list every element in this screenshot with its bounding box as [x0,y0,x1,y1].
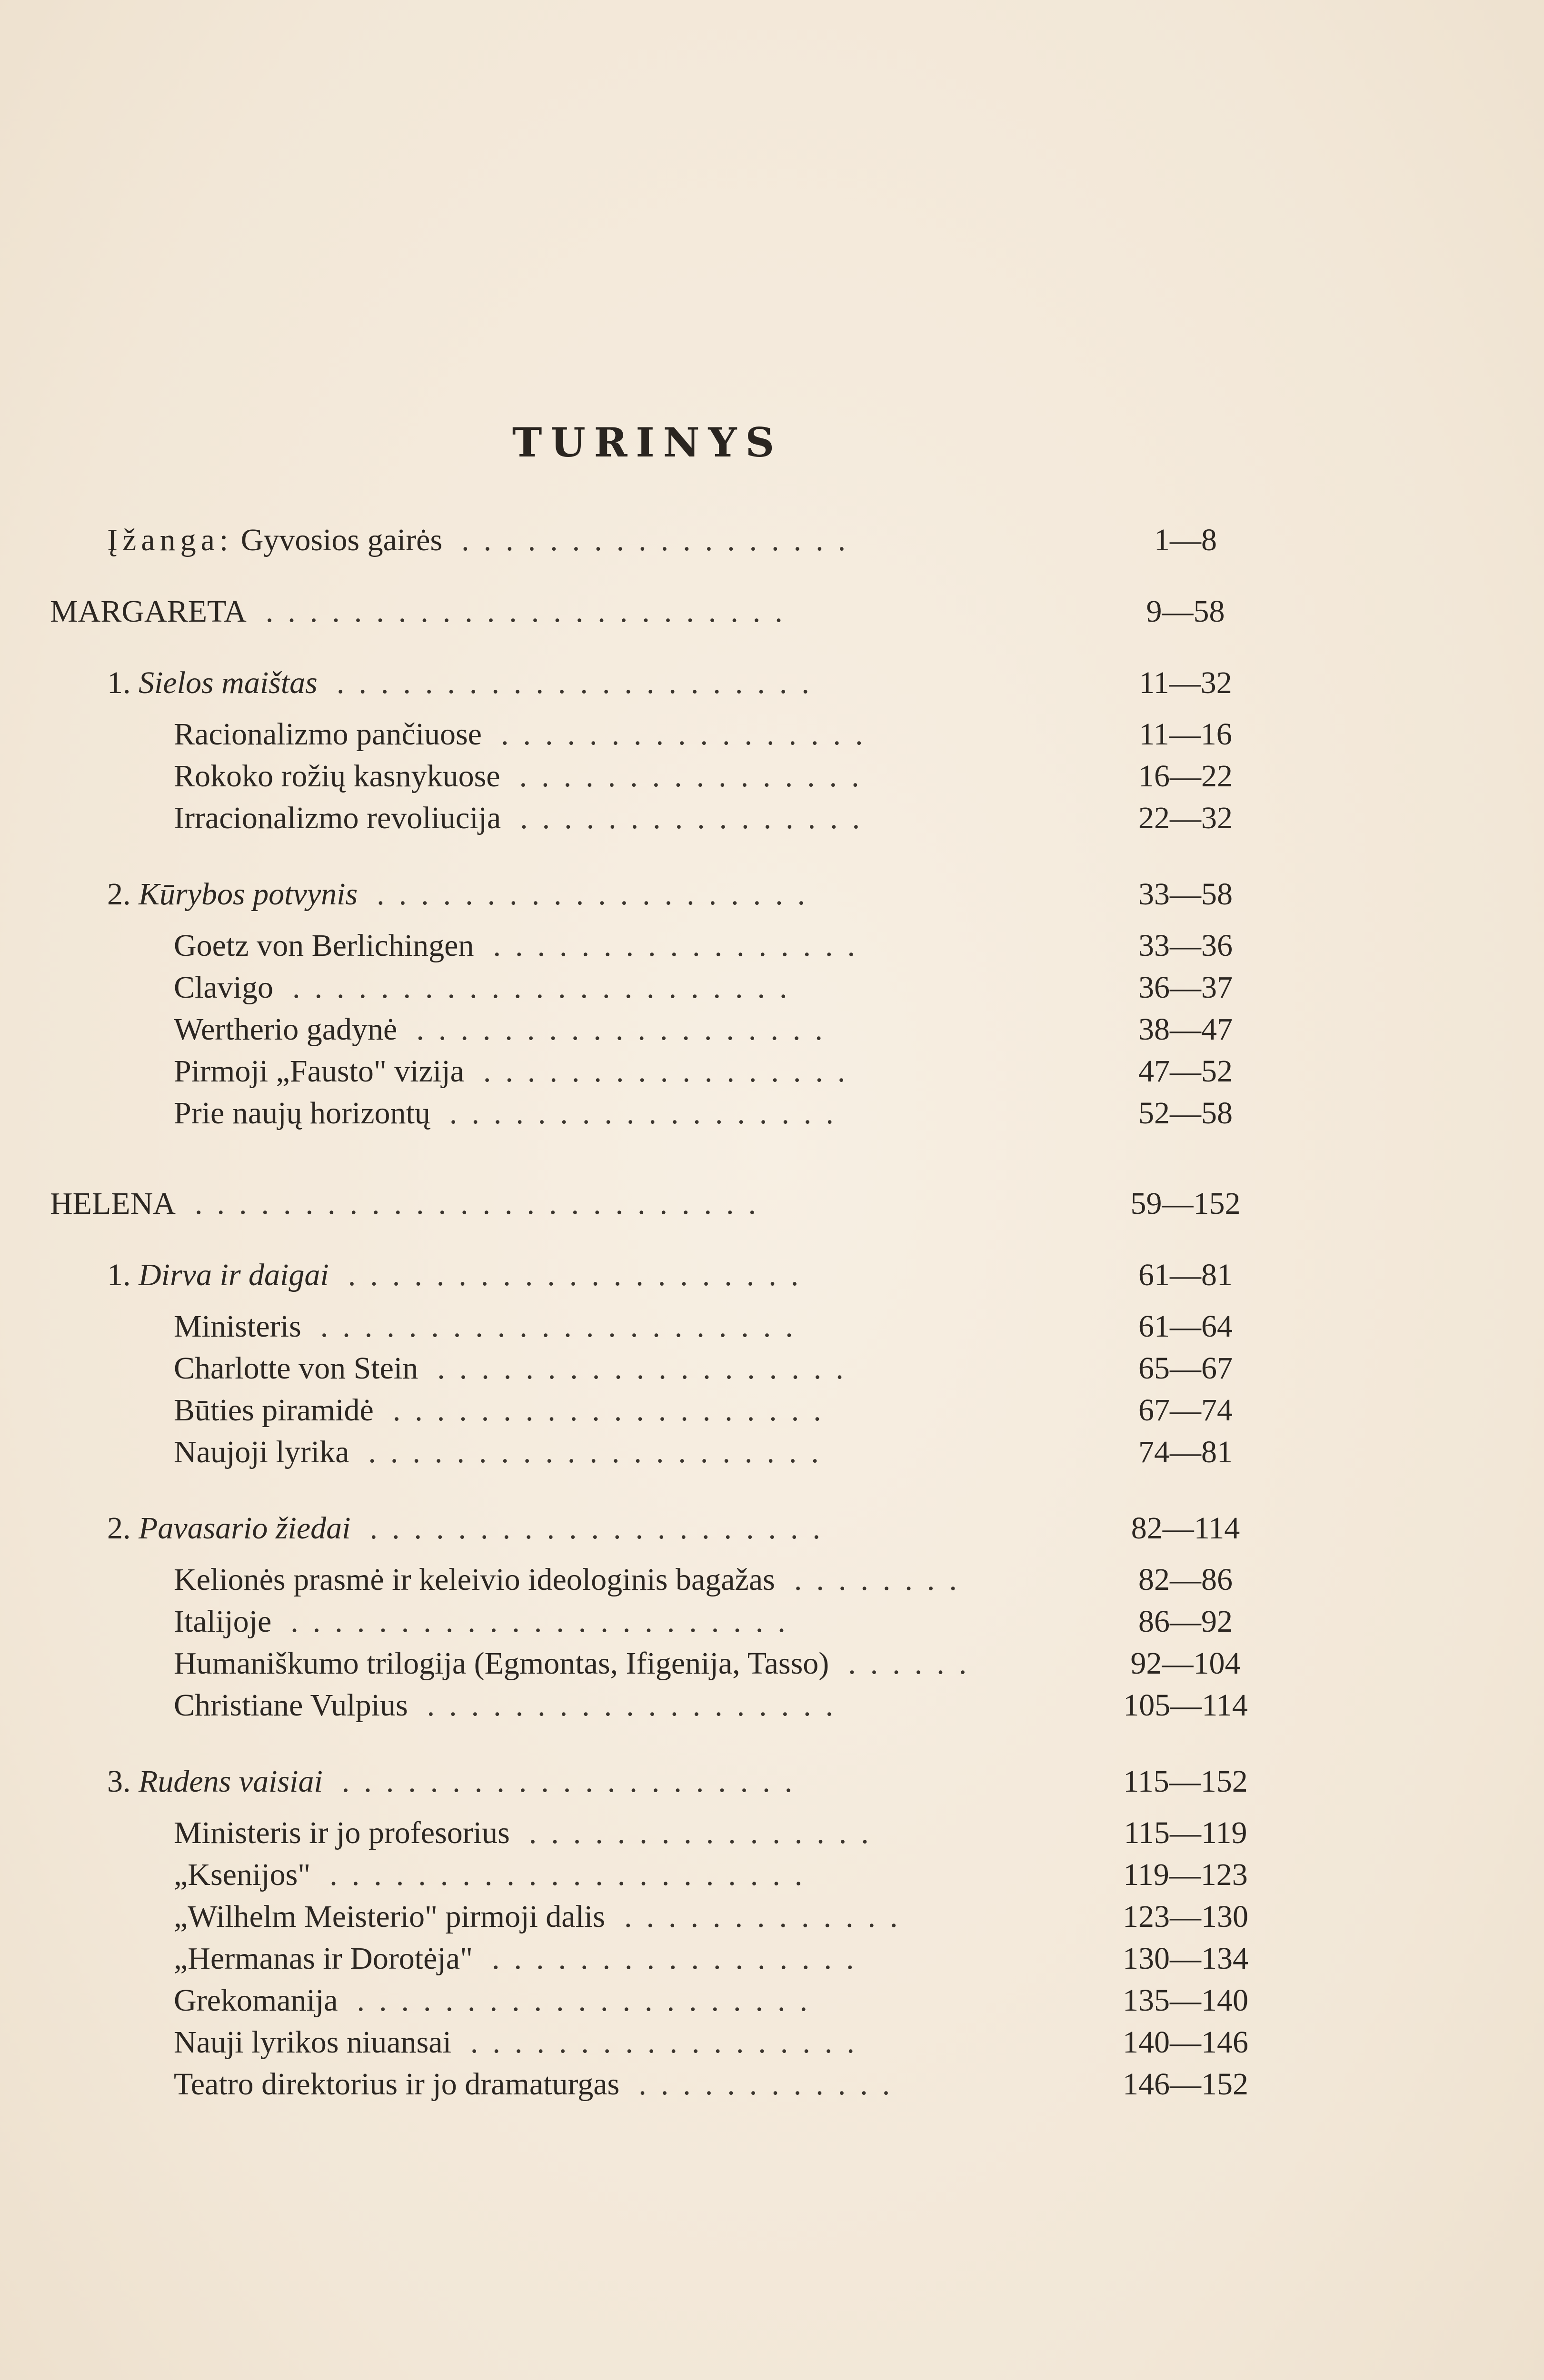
section-entry [0,1092,1544,1135]
part-entry-2-pages: 59—152 [1130,1186,1241,1221]
chapter-entry-2-2-leader-dots: ..................... [369,1511,835,1546]
section-entry-leader-dots: ................... [416,1012,837,1047]
section-entry [0,1389,1544,1432]
section-title: Italijoje [174,1604,272,1639]
intro-entry [0,519,1544,562]
section-entry-leader-dots: ..................... [357,1983,822,2018]
section-entry-pages: 123—130 [1123,1899,1248,1934]
section-title: Grekomanija [174,1983,338,2018]
section-entry-label [174,924,474,967]
section-title: Teatro direktorius ir jo dramaturgas [174,2067,620,2102]
section-entry-leader-dots: ................... [437,1351,858,1386]
part-entry-1-leader-dots: ........................ [265,594,797,629]
section-entry-label [174,966,273,1009]
chapter-title: Rudens vaisiai [139,1764,323,1799]
section-entry [0,1600,1544,1643]
section-entry-pages: 146—152 [1123,2067,1248,2102]
chapter-title: Pavasario žiedai [139,1511,351,1546]
section-entry-label [174,1937,473,1980]
section-entry [0,1008,1544,1051]
section-entry-pages: 115—119 [1124,1815,1247,1850]
chapter-entry-2-2 [0,1507,1544,1550]
section-entry-label [174,1979,338,2022]
section-entry [0,1854,1544,1896]
section-entry [0,1642,1544,1685]
section-entry-label [174,1854,310,1896]
section-entry-pages: 74—81 [1138,1435,1233,1469]
chapter-number: 1. [107,1258,131,1292]
chapter-entry-2-2-pages: 82—114 [1131,1511,1240,1546]
part-entry-1-pages: 9—58 [1146,594,1225,629]
section-entry-label [174,755,500,798]
section-title: Kelionės prasmė ir keleivio ideologinis bagažas [174,1562,775,1597]
section-title: „Hermanas ir Dorotėja" [174,1941,473,1976]
chapter-entry-1-2-label [107,873,358,916]
section-entry-leader-dots: ...... [848,1646,981,1681]
section-title: „Wilhelm Meisterio" pirmoji dalis [174,1899,605,1934]
section-entry [0,797,1544,840]
section-entry [0,1431,1544,1474]
section-entry-leader-dots: ...................... [329,1857,817,1892]
section-entry-leader-dots: .................. [449,1096,848,1130]
section-entry-pages: 105—114 [1123,1688,1248,1723]
section-entry-pages: 52—58 [1138,1096,1233,1130]
section-entry-leader-dots: ................ [520,801,875,835]
section-entry-leader-dots: ................. [493,928,869,963]
chapter-number: 2. [107,1511,131,1546]
section-entry-leader-dots: ................. [483,1054,860,1089]
section-title: Nauji lyrikos niuansai [174,2025,451,2060]
section-title: Humaniškumo trilogija (Egmontas, Ifigenija, Tasso) [174,1646,829,1681]
section-entry-pages: 67—74 [1138,1393,1233,1428]
chapter-entry-1-2-pages: 33—58 [1138,877,1233,912]
section-entry-pages: 33—36 [1138,928,1233,963]
chapter-entry-1-2 [0,873,1544,916]
chapter-title: Kūrybos potvynis [139,877,358,912]
section-title: Ministeris ir jo profesorius [174,1815,510,1850]
section-entry-leader-dots: ....................... [292,970,802,1005]
part-entry-2-label [50,1182,176,1225]
section-entry-leader-dots: ................ [528,1815,883,1850]
section-entry-pages: 36—37 [1138,970,1233,1005]
section-entry-leader-dots: ............ [638,2067,905,2102]
section-title: Goetz von Berlichingen [174,928,474,963]
section-entry-label [174,1642,829,1685]
section-entry-pages: 82—86 [1138,1562,1233,1597]
section-title: Pirmoji „Fausto" vizija [174,1054,464,1089]
section-title: Irracionalizmo revoliucija [174,801,501,835]
section-entry-label [174,1684,408,1727]
section-entry-label [174,1389,374,1432]
section-entry-label [174,797,501,840]
section-entry [0,713,1544,756]
section-entry-label [174,2063,619,2106]
section-entry-label [174,713,482,756]
part-title: HELENA [50,1186,176,1221]
chapter-entry-2-1-pages: 61—81 [1138,1258,1233,1292]
section-entry [0,1684,1544,1727]
section-entry [0,1050,1544,1093]
section-entry-label [174,1305,301,1348]
section-title: Clavigo [174,970,273,1005]
chapter-number: 3. [107,1764,131,1799]
section-title: Ministeris [174,1309,301,1344]
section-entry [0,966,1544,1009]
chapter-entry-2-1-leader-dots: ..................... [348,1258,813,1292]
intro-entry-leader-dots: .................. [461,523,860,557]
section-entry [0,924,1544,967]
section-entry-label [174,1431,349,1474]
section-entry-pages: 119—123 [1123,1857,1248,1892]
chapter-entry-1-1 [0,662,1544,704]
page-title: TURINYS [512,419,783,466]
section-entry [0,1347,1544,1390]
chapter-entry-1-1-pages: 11—32 [1139,665,1232,700]
section-entry-pages: 16—22 [1138,759,1233,793]
chapter-entry-2-1-label [107,1254,329,1297]
section-entry-leader-dots: ...................... [320,1309,807,1344]
chapter-entry-2-3-label [107,1760,323,1803]
section-entry-pages: 38—47 [1138,1012,1233,1047]
section-entry-leader-dots: ..................... [368,1435,833,1469]
section-entry-leader-dots: ....................... [290,1604,800,1639]
section-entry [0,2063,1544,2106]
chapter-entry-2-3-leader-dots: ..................... [341,1764,807,1799]
section-entry-leader-dots: ................. [500,717,877,752]
section-entry-pages: 92—104 [1130,1646,1241,1681]
section-title: Christiane Vulpius [174,1688,408,1723]
section-entry-pages: 86—92 [1138,1604,1233,1639]
chapter-entry-2-3 [0,1760,1544,1803]
section-entry [0,2021,1544,2064]
chapter-entry-2-1 [0,1254,1544,1297]
section-entry-leader-dots: ................... [427,1688,848,1723]
section-entry-pages: 47—52 [1138,1054,1233,1089]
section-title: Racionalizmo pančiuose [174,717,482,752]
section-entry-label [174,1092,430,1135]
section-entry-pages: 135—140 [1123,1983,1248,2018]
chapter-entry-1-2-leader-dots: .................... [377,877,820,912]
section-entry [0,1979,1544,2022]
section-title: Rokoko rožių kasnykuose [174,759,500,793]
section-entry-label [174,1600,271,1643]
section-entry-label [174,1347,418,1390]
section-title: Wertherio gadynė [174,1012,398,1047]
part-entry-1-label [50,590,247,633]
section-entry-label [174,1008,397,1051]
intro-title: Gyvosios gairės [240,523,443,557]
section-entry-pages: 22—32 [1138,801,1233,835]
intro-entry-label [107,519,442,562]
section-entry [0,1812,1544,1854]
section-title: Charlotte von Stein [174,1351,418,1386]
section-entry-label [174,1895,605,1938]
chapter-entry-2-3-pages: 115—152 [1123,1764,1248,1799]
section-entry-pages: 65—67 [1138,1351,1233,1386]
section-entry-leader-dots: .................... [392,1393,836,1428]
section-entry-leader-dots: ................ [519,759,874,793]
section-title: Prie naujų horizontų [174,1096,430,1130]
intro-entry-pages: 1—8 [1154,523,1217,557]
section-entry-leader-dots: ................. [492,1941,868,1976]
section-title: „Ksenijos" [174,1857,311,1892]
chapter-title: Dirva ir daigai [139,1258,329,1292]
section-title: Būties piramidė [174,1393,374,1428]
chapter-entry-2-2-label [107,1507,350,1550]
chapter-title: Sielos maištas [139,665,318,700]
part-title: MARGARETA [50,594,247,629]
section-entry-pages: 11—16 [1139,717,1232,752]
section-entry-leader-dots: ........ [794,1562,971,1597]
section-entry-label [174,1050,464,1093]
section-entry [0,1305,1544,1348]
part-entry-2 [0,1182,1544,1225]
section-entry-pages: 140—146 [1123,2025,1248,2060]
section-entry [0,1937,1544,1980]
chapter-number: 1. [107,665,131,700]
chapter-entry-1-1-label [107,662,318,704]
part-entry-2-leader-dots: .......................... [194,1186,770,1221]
section-entry [0,1558,1544,1601]
section-entry [0,755,1544,798]
section-entry-label [174,2021,451,2064]
section-entry-pages: 130—134 [1123,1941,1248,1976]
section-entry-leader-dots: ............. [624,1899,912,1934]
chapter-entry-1-1-leader-dots: ...................... [336,665,824,700]
part-entry-1 [0,590,1544,633]
section-title: Naujoji lyrika [174,1435,349,1469]
section-entry-pages: 61—64 [1138,1309,1233,1344]
section-entry-label [174,1812,510,1854]
section-entry-label [174,1558,775,1601]
intro-prefix: Įžanga: [107,523,233,557]
section-entry [0,1895,1544,1938]
section-entry-leader-dots: .................. [470,2025,869,2060]
chapter-number: 2. [107,877,131,912]
